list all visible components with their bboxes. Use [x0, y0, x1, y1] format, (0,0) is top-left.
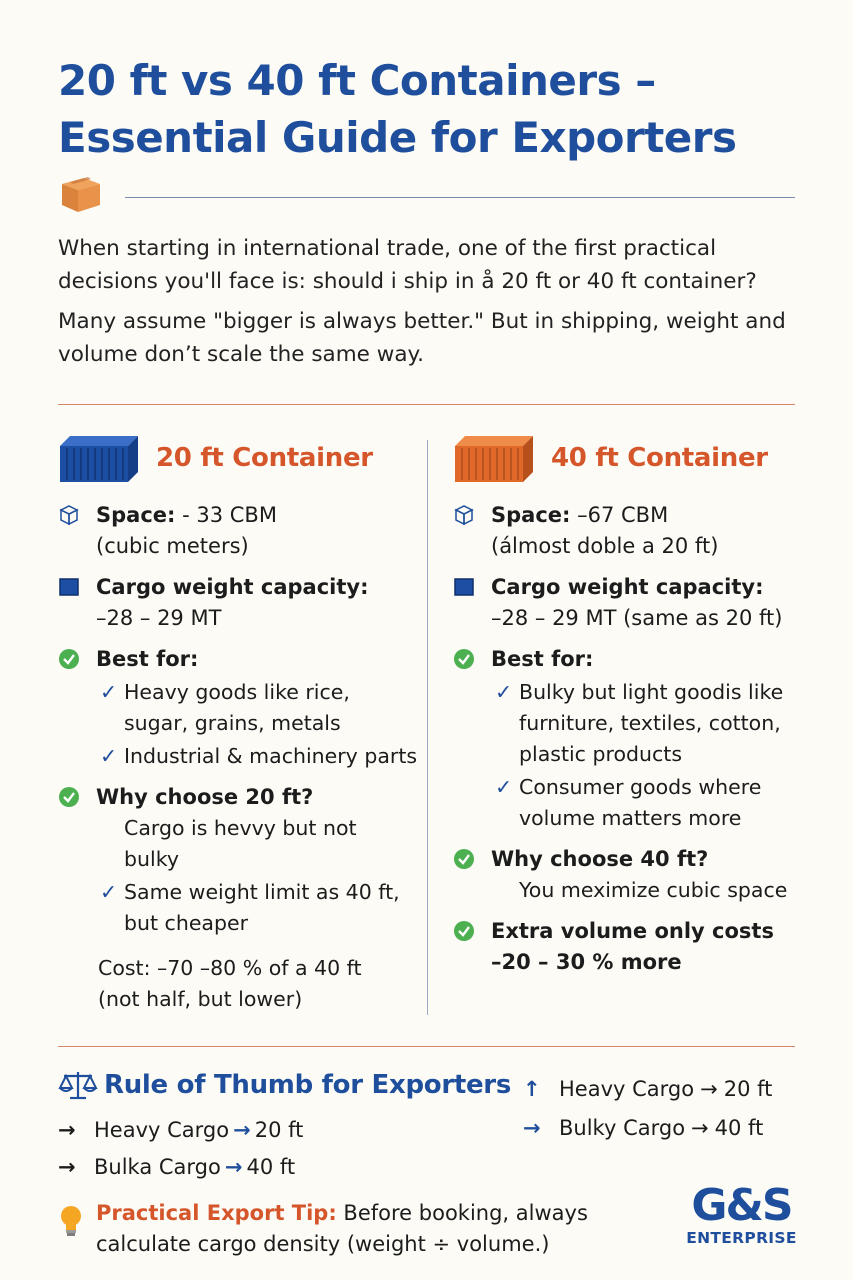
- why-row-text: Same weight limit as 40 ft, but cheaper: [124, 880, 400, 935]
- space-item: [453, 500, 823, 562]
- scales-icon: [58, 1068, 98, 1102]
- extra-volume-item: [453, 916, 823, 978]
- why-label: Why choose 40 ft?: [491, 847, 709, 871]
- rule-from: Heavy Cargo: [94, 1118, 230, 1142]
- best-for-label: Best for:: [491, 647, 594, 671]
- container-40ft-icon: [453, 432, 535, 484]
- best-for-row: [100, 677, 418, 739]
- intro: [58, 232, 808, 378]
- extra-volume-line-2: –20 – 30 % more: [491, 950, 682, 974]
- rule-from: Heavy Cargo: [559, 1077, 695, 1101]
- weight-item: [453, 572, 823, 634]
- space-value: –67 CBM: [577, 503, 669, 527]
- space-value: - 33 CBM: [182, 503, 277, 527]
- space-item: [58, 500, 418, 562]
- check-circle-icon: [453, 920, 475, 942]
- rule-to: 40 ft: [246, 1155, 296, 1179]
- checkmark-icon: ✓: [100, 680, 118, 704]
- page-title: 20 ft vs 40 ft Containers – Essential Guide for Exporters: [58, 56, 737, 162]
- space-note: (álmost doble a 20 ft): [491, 534, 719, 558]
- checkmark-icon: ✓: [100, 880, 118, 904]
- rule-row: [523, 1109, 772, 1148]
- arrow-right-icon: →: [233, 1118, 251, 1142]
- best-for-row: [495, 772, 823, 834]
- intro-paragraph-1: When starting in international trade, one of the first practical decisions you'll face is: should i ship in å 20 ft or 40 ft container?: [58, 236, 757, 294]
- best-for-text: Industrial & machinery parts: [124, 744, 418, 768]
- arrow-right-icon: →: [58, 1118, 76, 1142]
- space-note: (cubic meters): [96, 534, 249, 558]
- section-divider-bottom: [58, 1046, 795, 1047]
- rule-summary: [523, 1070, 772, 1148]
- arrow-right-icon: →: [224, 1155, 243, 1179]
- check-circle-icon: [453, 648, 475, 670]
- why-text: You meximize cubic space: [519, 878, 788, 902]
- intro-paragraph-2: Many assume "bigger is always better." But in shipping, weight and volume don’t scale the same way.: [58, 309, 786, 367]
- cube-icon: [453, 504, 475, 526]
- best-for-label: Best for:: [96, 647, 199, 671]
- checkmark-icon: ✓: [495, 775, 513, 799]
- rule-of-thumb: [58, 1068, 511, 1186]
- check-circle-icon: [453, 848, 475, 870]
- why-row: [100, 877, 418, 939]
- column-divider: [427, 440, 428, 1015]
- export-tip: [58, 1198, 618, 1260]
- rule-to: 20 ft: [723, 1077, 773, 1101]
- rule-to: 40 ft: [714, 1116, 764, 1140]
- logo-subtitle: ENTERPRISE: [686, 1229, 797, 1247]
- container-40ft-column: [453, 430, 823, 988]
- section-divider-top: [58, 404, 795, 405]
- cost-note: [98, 953, 418, 1015]
- weight-value: –28 – 29 MT: [96, 606, 222, 630]
- weight-square-icon: [58, 576, 80, 598]
- why-label: Why choose 20 ft?: [96, 785, 314, 809]
- weight-item: [58, 572, 418, 634]
- logo-mark: G&S: [691, 1180, 792, 1231]
- tip-lead: Practical Export Tip:: [96, 1201, 337, 1225]
- arrow-right-icon: →: [691, 1116, 709, 1140]
- space-label: Space:: [96, 503, 176, 527]
- arrow-right-icon: →: [523, 1116, 541, 1140]
- cube-icon: [58, 504, 80, 526]
- rule-title: Rule of Thumb for Exporters: [104, 1070, 511, 1100]
- best-for-text: Bulky but light goodis like furniture, textiles, cotton, plastic products: [519, 680, 784, 766]
- container-20ft-icon: [58, 432, 140, 484]
- extra-volume-line-1: Extra volume only costs: [491, 919, 774, 943]
- container-20ft-title: 20 ft Container: [156, 443, 373, 473]
- checkmark-icon: ✓: [495, 680, 513, 704]
- company-logo: [684, 1180, 799, 1247]
- rule-row: [523, 1070, 772, 1109]
- best-for-item: [453, 644, 823, 834]
- weight-label: Cargo weight capacity:: [96, 575, 369, 599]
- arrow-up-icon: ↑: [523, 1077, 541, 1101]
- checkmark-icon: ✓: [100, 744, 118, 768]
- weight-label: Cargo weight capacity:: [491, 575, 764, 599]
- rule-row: [58, 1112, 511, 1149]
- why-item: [453, 844, 823, 906]
- rule-to: 20 ft: [254, 1118, 304, 1142]
- best-for-text: Consumer goods where volume matters more: [519, 775, 762, 830]
- rule-from: Bulka Cargo: [94, 1155, 221, 1179]
- title-divider: [125, 197, 795, 198]
- weight-value: –28 – 29 MT (same as 20 ft): [491, 606, 783, 630]
- container-40ft-title: 40 ft Container: [551, 443, 768, 473]
- arrow-right-icon: →: [700, 1077, 718, 1101]
- rule-row: [58, 1149, 511, 1186]
- lightbulb-icon: [58, 1204, 84, 1240]
- check-circle-icon: [58, 786, 80, 808]
- best-for-row: [100, 741, 418, 772]
- container-20ft-column: [58, 430, 418, 1015]
- cost-line-1: Cost: –70 –80 % of a 40 ft: [98, 956, 362, 980]
- box-icon: [58, 170, 104, 216]
- rule-from: Bulky Cargo: [559, 1116, 686, 1140]
- cost-line-2: (not half, but lower): [98, 987, 303, 1011]
- best-for-row: [495, 677, 823, 770]
- arrow-right-icon: →: [58, 1155, 76, 1179]
- tip-text: Before booking, always calculate cargo density (weight ÷ volume.): [96, 1201, 588, 1256]
- why-item: [58, 782, 418, 939]
- best-for-text: Heavy goods like rice, sugar, grains, metals: [124, 680, 350, 735]
- check-circle-icon: [58, 648, 80, 670]
- weight-square-icon: [453, 576, 475, 598]
- space-label: Space:: [491, 503, 571, 527]
- why-text: Cargo is hevvy but not bulky: [124, 816, 357, 871]
- best-for-item: [58, 644, 418, 772]
